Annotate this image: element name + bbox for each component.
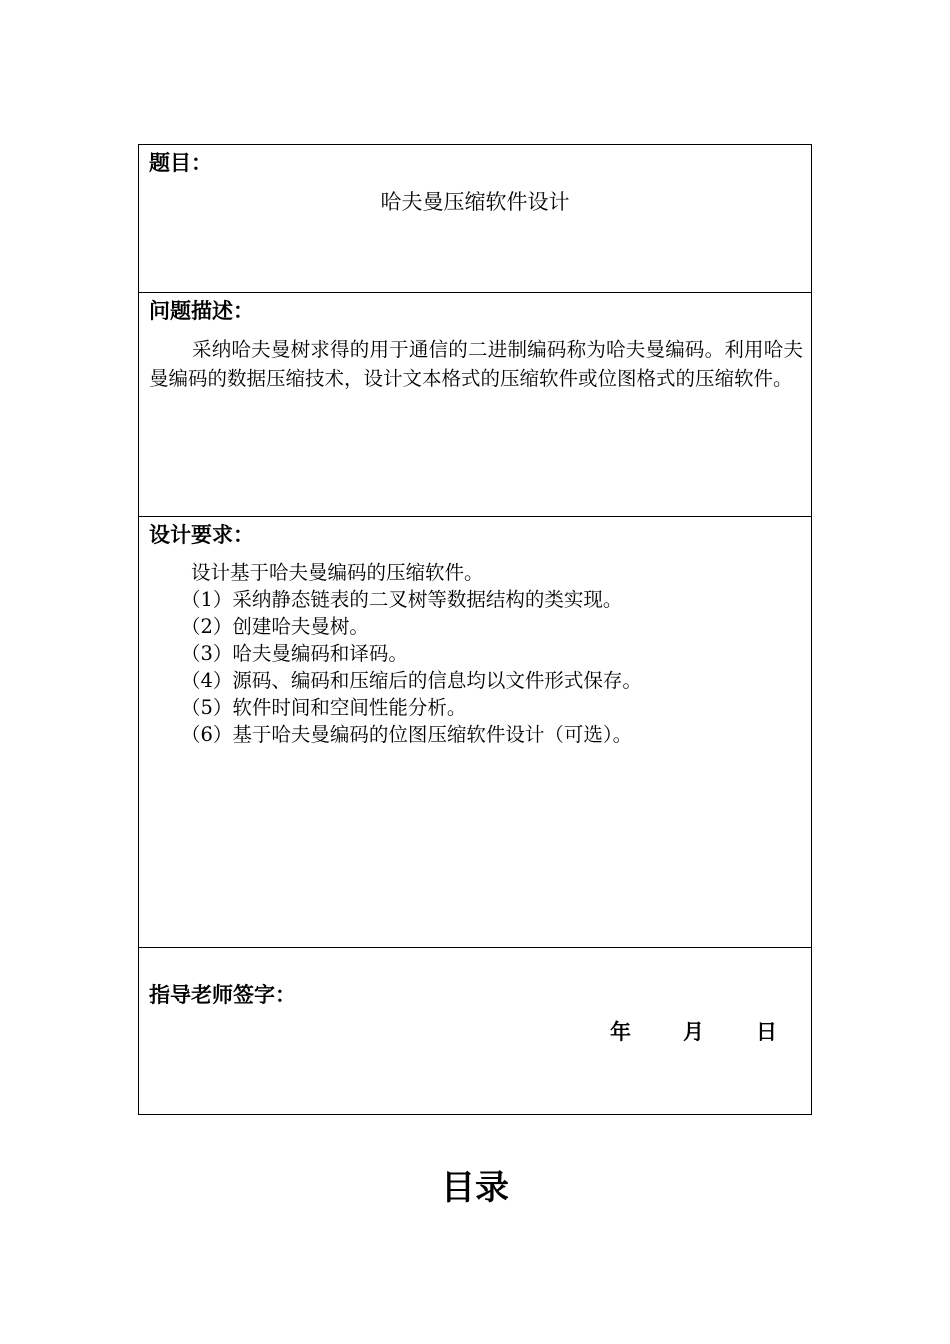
requirements-label: 设计要求： [149, 523, 254, 547]
requirements-section [139, 517, 811, 948]
signature-section [139, 948, 811, 1114]
requirement-item-4: （4）源码、编码和压缩后的信息均以文件形式保存。 [181, 669, 642, 692]
signature-label: 指导老师签字： [149, 983, 296, 1007]
problem-section [139, 293, 811, 517]
requirement-item-3: （3）哈夫曼编码和译码。 [181, 642, 408, 665]
requirements-intro: 设计基于哈夫曼编码的压缩软件。 [191, 561, 484, 584]
title-section [139, 145, 811, 293]
assignment-form-table [138, 144, 812, 1115]
requirement-item-5: （5）软件时间和空间性能分析。 [181, 696, 467, 719]
problem-label: 问题描述： [149, 299, 254, 323]
title-value: 哈夫曼压缩软件设计 [380, 190, 570, 214]
signature-date [610, 1018, 777, 1046]
problem-description: 采纳哈夫曼树求得的用于通信的二进制编码称为哈夫曼编码。利用哈夫曼编码的数据压缩技术，设计文本格式的压缩软件或位图格式的压缩软件。 [149, 338, 803, 390]
toc-heading: 目录 [441, 1168, 509, 1208]
title-label: 题目： [149, 151, 212, 175]
date-year: 年 [610, 1020, 631, 1044]
date-month: 月 [683, 1020, 704, 1044]
requirement-item-1: （1）采纳静态链表的二叉树等数据结构的类实现。 [181, 588, 623, 611]
date-day: 日 [756, 1020, 777, 1044]
requirement-item-2: （2）创建哈夫曼树。 [181, 615, 369, 638]
requirement-item-6: （6）基于哈夫曼编码的位图压缩软件设计（可选）。 [181, 723, 633, 746]
requirements-list [181, 559, 803, 748]
